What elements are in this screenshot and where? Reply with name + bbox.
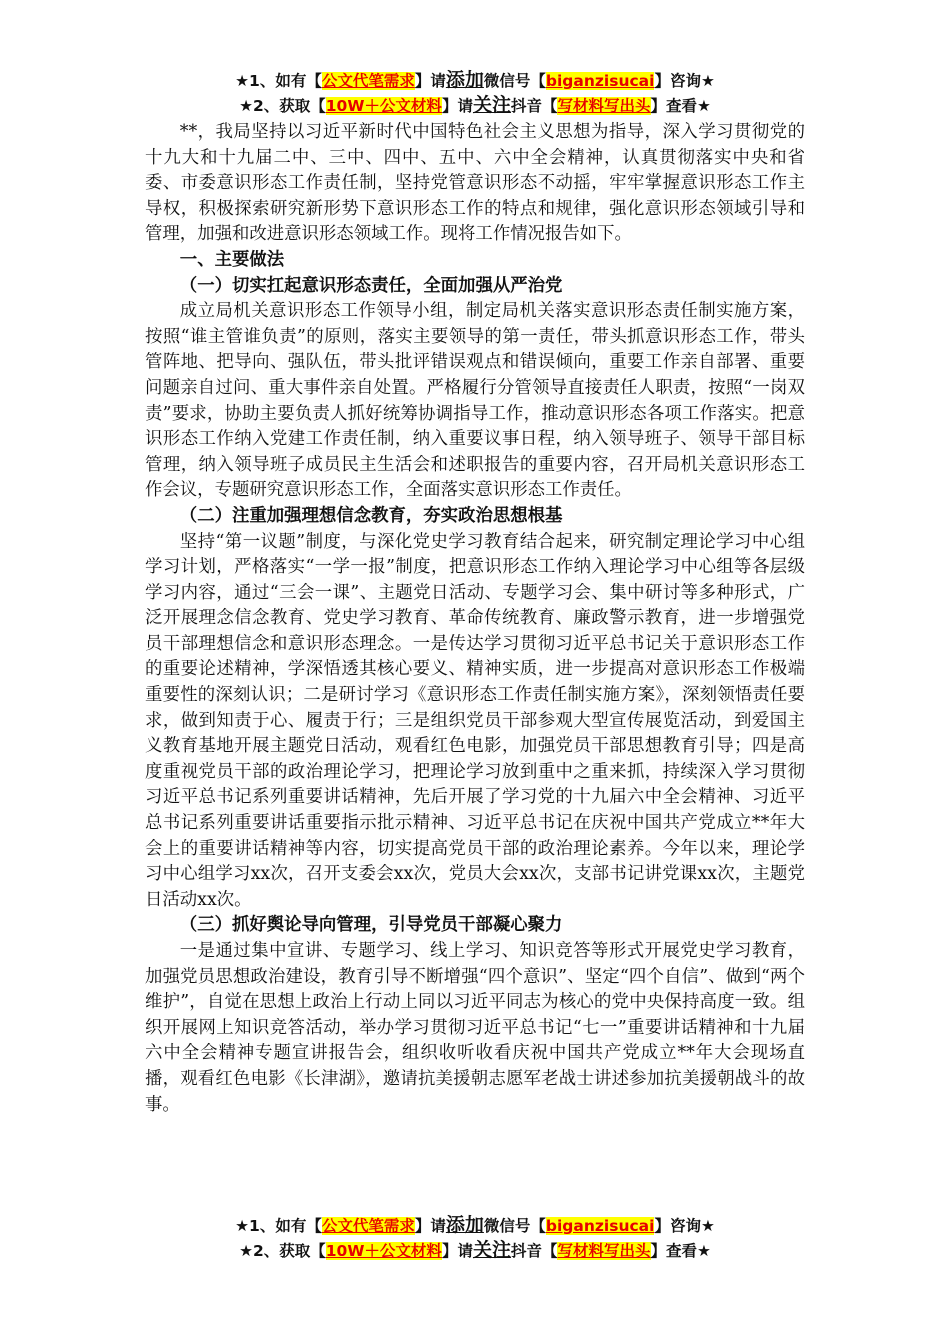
- promo-text: 抖音【: [510, 97, 558, 115]
- promo-highlight: 公文代笔需求: [321, 1217, 415, 1235]
- subsection-body-2: 坚持“第一议题”制度，与深化党史学习教育结合起来，研究制定理论学习中心组学习计划，严格落实“一学一报”制度，把意识形态工作纳入理论学习中心组等各层级学习内容，通过“三会一课”、主题党日活动、专题学习会、集中研讨等多种形式，广泛开展理念信念教育、党史学习教育、革命传统教育、廉政警示教育，进一步增强党员干部理想信念和意识形态理念。一是传达学习贯彻习近平总书记关于意识形态工作的重要论述精神，学深悟透其核心要义、精神实质，进一步提高对意识形态工作极端重要性的深刻认识；二是研讨学习《意识形态工作责任制实施方案》，深刻领悟责任要求，做到知责于心、履责于行；三是组织党员干部参观大型宣传展览活动，到爱国主义教育基地开展主题党日活动，观看红色电影，加强党员干部思想教育引导；四是高度重视党员干部的政治理论学习，把理论学习放到重中之重来抓，持续深入学习贯彻习近平总书记系列重要讲话精神，先后开展了学习党的十九届六中全会精神、习近平总书记系列重要讲话重要指示批示精神、习近平总书记在庆祝中国共产党成立**年大会上的重要讲话精神等内容，切实提高党员干部的政治理论素养。今年以来，理论学习中心组学习xx次，召开支委会xx次，党员大会xx次，支部书记讲党课xx次，主题党日活动xx次。: [145, 531, 805, 910]
- promo-line-2: [0, 93, 950, 118]
- promo-text: ★2、获取【: [239, 97, 326, 115]
- promo-wechat-id: biganzisucai: [545, 1217, 655, 1235]
- subsection-heading-3: （三）抓好舆论导向管理，引导党员干部凝心聚力: [179, 915, 563, 936]
- intro-paragraph: **，我局坚持以习近平新时代中国特色社会主义思想为指导，深入学习贯彻党的十九大和十九届二中、三中、四中、五中、六中全会精神，认真贯彻落实中央和省委、市委意识形态工作责任制，坚持党管意识形态不动摇，牢牢掌握意识形态工作主导权，积极探索研究新形势下意识形态工作的特点和规律，强化意识形态领域引导和管理，加强和改进意识形态领域工作。现将工作情况报告如下。: [145, 122, 805, 245]
- promo-line-1: [0, 68, 950, 93]
- promo-text: ★1、如有【: [235, 72, 322, 90]
- promo-text: 】请: [441, 1242, 473, 1260]
- promo-emphasis: 关注: [472, 94, 511, 116]
- promo-highlight: 10W＋公文材料: [325, 97, 442, 115]
- promo-banner-top: [0, 68, 950, 118]
- promo-line-2: [0, 1238, 950, 1263]
- promo-text: 抖音【: [510, 1242, 558, 1260]
- promo-text: 】咨询★: [654, 1217, 715, 1235]
- subsection-body-3: 一是通过集中宣讲、专题学习、线上学习、知识竞答等形式开展党史学习教育，加强党员思想政治建设，教育引导不断增强“四个意识”、坚定“四个自信”、做到“两个维护”，自觉在思想上政治上行动上同以习近平同志为核心的党中央保持高度一致。组织开展网上知识竞答活动，举办学习贯彻习近平总书记“七一”重要讲话精神和十九届六中全会精神专题宣讲报告会，组织收听收看庆祝中国共产党成立**年大会现场直播，观看红色电影《长津湖》，邀请抗美援朝志愿军老战士讲述参加抗美援朝战斗的故事。: [145, 941, 805, 1115]
- promo-text: 微信号【: [483, 1217, 546, 1235]
- subsection-heading-2: （二）注重加强理想信念教育，夯实政治思想根基: [179, 505, 563, 526]
- promo-text: 】请: [414, 1217, 446, 1235]
- subsection-body-1: 成立局机关意识形态工作领导小组，制定局机关落实意识形态责任制实施方案，按照“谁主管谁负责”的原则，落实主要领导的第一责任，带头抓意识形态工作，带头管阵地、把导向、强队伍，带头批评错误观点和错误倾向，重要工作亲自部署、重要问题亲自过问、重大事件亲自处置。严格履行分管领导直接责任人职责，按照“一岗双责”要求，协助主要负责人抓好统筹协调指导工作，推动意识形态各项工作落实。把意识形态工作纳入党建工作责任制，纳入重要议事日程，纳入领导班子、领导干部目标管理，纳入领导班子成员民主生活会和述职报告的重要内容，召开局机关意识形态工作会议，专题研究意识形态工作，全面落实意识形态工作责任。: [145, 301, 805, 501]
- promo-highlight: 公文代笔需求: [321, 72, 415, 90]
- promo-text: 】咨询★: [654, 72, 715, 90]
- promo-banner-bottom: [0, 1213, 950, 1263]
- promo-douyin-id: 写材料写出头: [557, 97, 651, 115]
- promo-line-1: [0, 1213, 950, 1238]
- section-heading-main-practices: 一、主要做法: [179, 249, 285, 270]
- promo-emphasis: 添加: [445, 69, 484, 91]
- promo-emphasis: 关注: [472, 1239, 511, 1261]
- subsection-heading-1: （一）切实扛起意识形态责任，全面加强从严治党: [179, 275, 563, 296]
- promo-text: 】请: [414, 72, 446, 90]
- promo-emphasis: 添加: [445, 1214, 484, 1236]
- promo-text: ★1、如有【: [235, 1217, 322, 1235]
- promo-text: 】查看★: [650, 97, 711, 115]
- promo-text: 微信号【: [483, 72, 546, 90]
- promo-highlight: 10W＋公文材料: [325, 1242, 442, 1260]
- promo-douyin-id: 写材料写出头: [557, 1242, 651, 1260]
- promo-text: 】查看★: [650, 1242, 711, 1260]
- promo-text: 】请: [441, 97, 473, 115]
- document-body: [145, 120, 805, 1118]
- promo-wechat-id: biganzisucai: [545, 72, 655, 90]
- promo-text: ★2、获取【: [239, 1242, 326, 1260]
